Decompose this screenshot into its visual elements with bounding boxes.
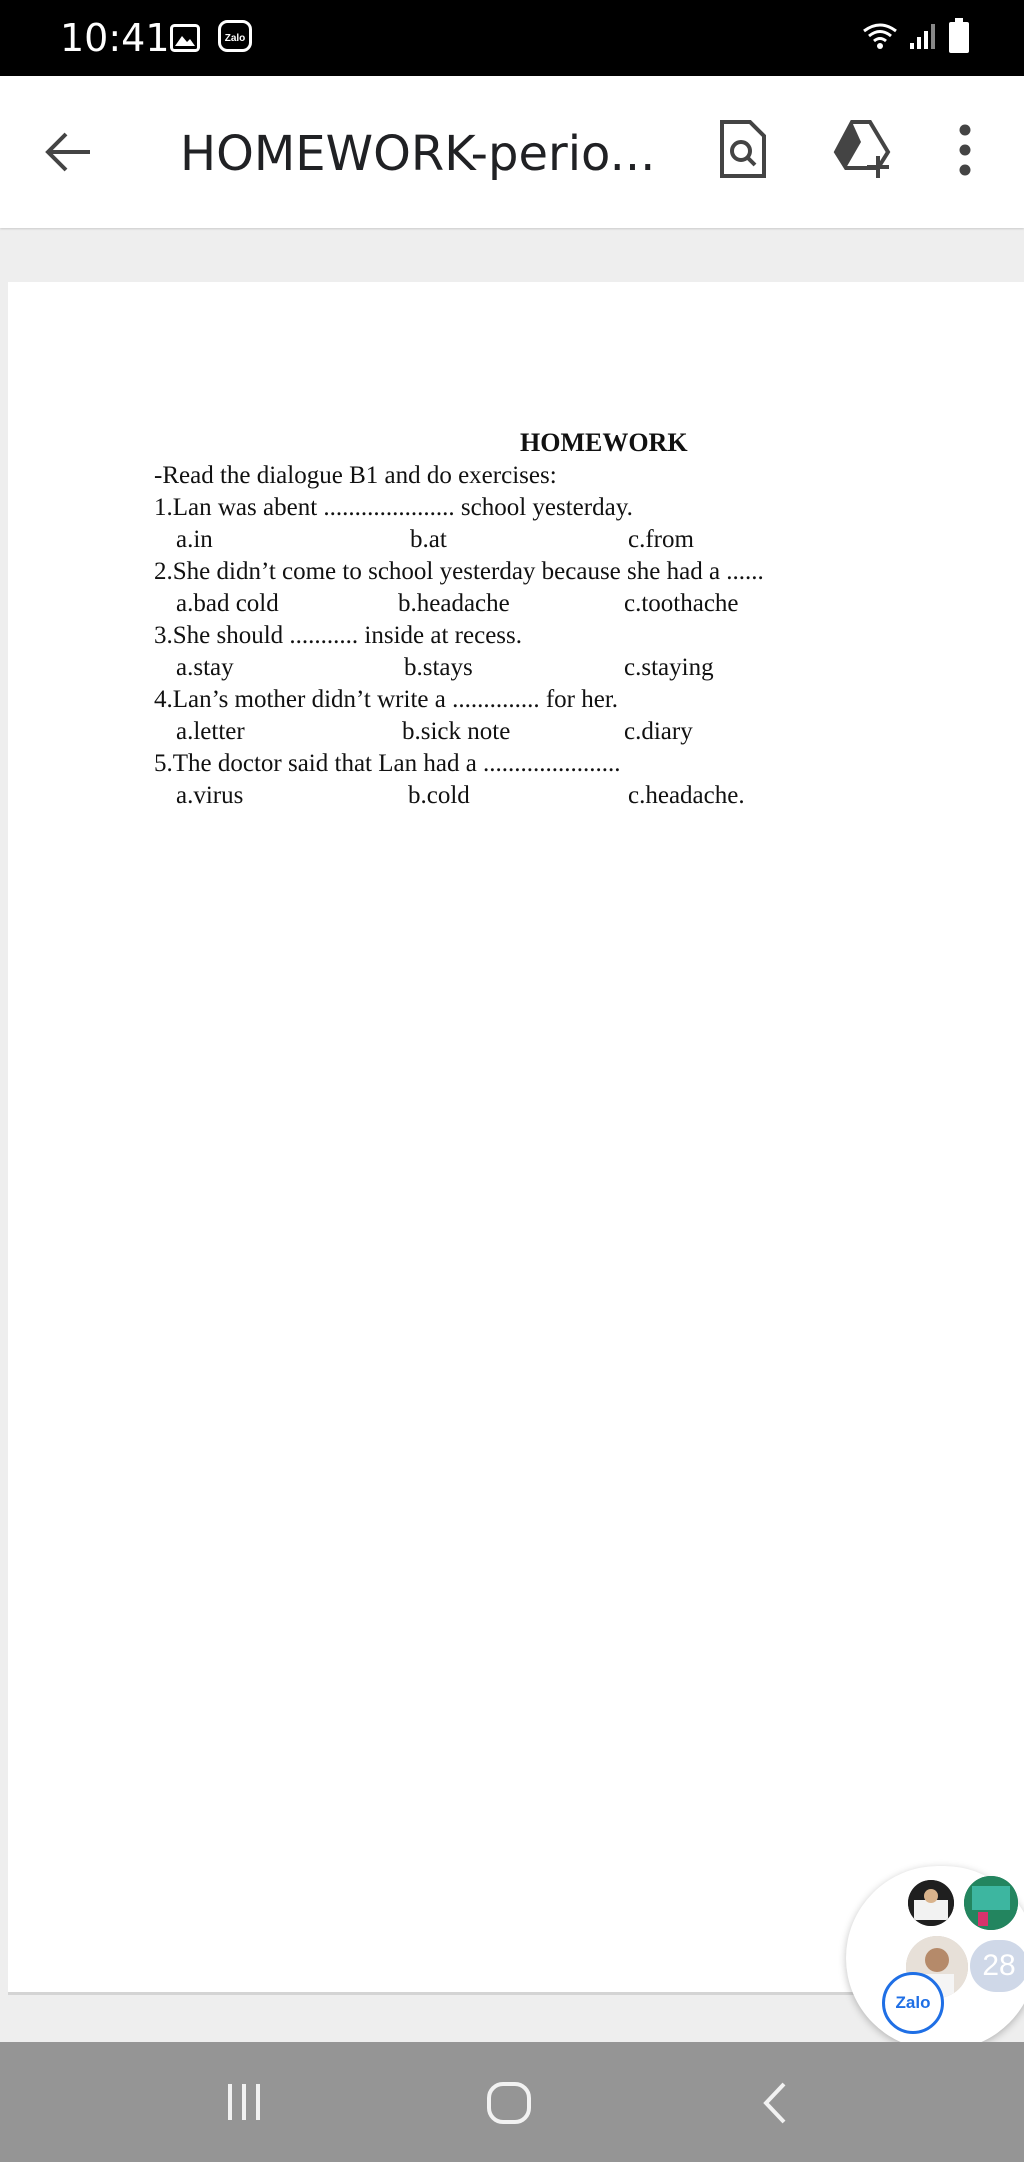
back-icon (760, 2078, 790, 2128)
status-time: 10:41 (60, 16, 170, 60)
file-preview-button[interactable] (718, 118, 768, 180)
question-text: 1.Lan was abent ..................... school yesterday. (154, 494, 633, 521)
recents-icon (222, 2080, 266, 2124)
status-bar (0, 0, 1024, 76)
avatar (908, 1880, 954, 1926)
more-vert-icon (950, 120, 980, 184)
option-b: b.headache (398, 590, 510, 617)
option-a: a.in (176, 526, 213, 553)
file-preview-icon (718, 118, 768, 180)
back-arrow-icon (40, 124, 100, 180)
home-button[interactable] (484, 2080, 534, 2126)
option-c: c.staying (624, 654, 714, 681)
home-icon (484, 2080, 534, 2126)
gallery-icon (170, 24, 200, 52)
option-a: a.stay (176, 654, 234, 681)
option-c: c.diary (624, 718, 693, 745)
zalo-app-badge: Zalo (882, 1972, 944, 2034)
zalo-icon-label: Zalo (224, 33, 246, 44)
document-heading: HOMEWORK (520, 428, 688, 457)
question-text: 3.She should ........... inside at recess. (154, 622, 523, 649)
option-b: b.at (410, 526, 447, 553)
battery-icon (948, 18, 970, 59)
signal-icon (908, 21, 938, 56)
option-c: c.headache. (628, 782, 745, 809)
app-bar (0, 76, 1024, 228)
wifi-icon (862, 21, 898, 56)
document-page[interactable] (8, 282, 1024, 1995)
chat-head-bubble[interactable] (846, 1866, 1024, 2050)
option-a: a.bad cold (176, 590, 279, 617)
option-a: a.virus (176, 782, 244, 809)
back-nav-button[interactable] (760, 2078, 790, 2128)
drive-add-icon (830, 118, 894, 180)
unread-count-badge: 28 (970, 1940, 1024, 1992)
option-a: a.letter (176, 718, 245, 745)
question-text: 4.Lan’s mother didn’t write a .............. for her. (154, 686, 619, 713)
question-text: 2.She didn’t come to school yesterday because she had a ...... (154, 558, 764, 585)
avatar (964, 1876, 1018, 1930)
option-b: b.sick note (402, 718, 511, 745)
option-b: b.cold (408, 782, 470, 809)
back-button[interactable] (40, 124, 100, 180)
navigation-bar (0, 2042, 1024, 2162)
document-title: HOMEWORK-perio... (180, 126, 656, 182)
question-text: 5.The doctor said that Lan had a ...................... (154, 750, 621, 777)
document-content (8, 282, 1024, 1282)
option-c: c.toothache (624, 590, 739, 617)
option-c: c.from (628, 526, 694, 553)
instruction-text: -Read the dialogue B1 and do exercises: (154, 462, 557, 489)
more-options-button[interactable] (950, 120, 980, 184)
add-to-drive-button[interactable] (830, 118, 894, 180)
option-b: b.stays (404, 654, 473, 681)
zalo-icon (218, 20, 252, 54)
recents-button[interactable] (222, 2080, 266, 2124)
